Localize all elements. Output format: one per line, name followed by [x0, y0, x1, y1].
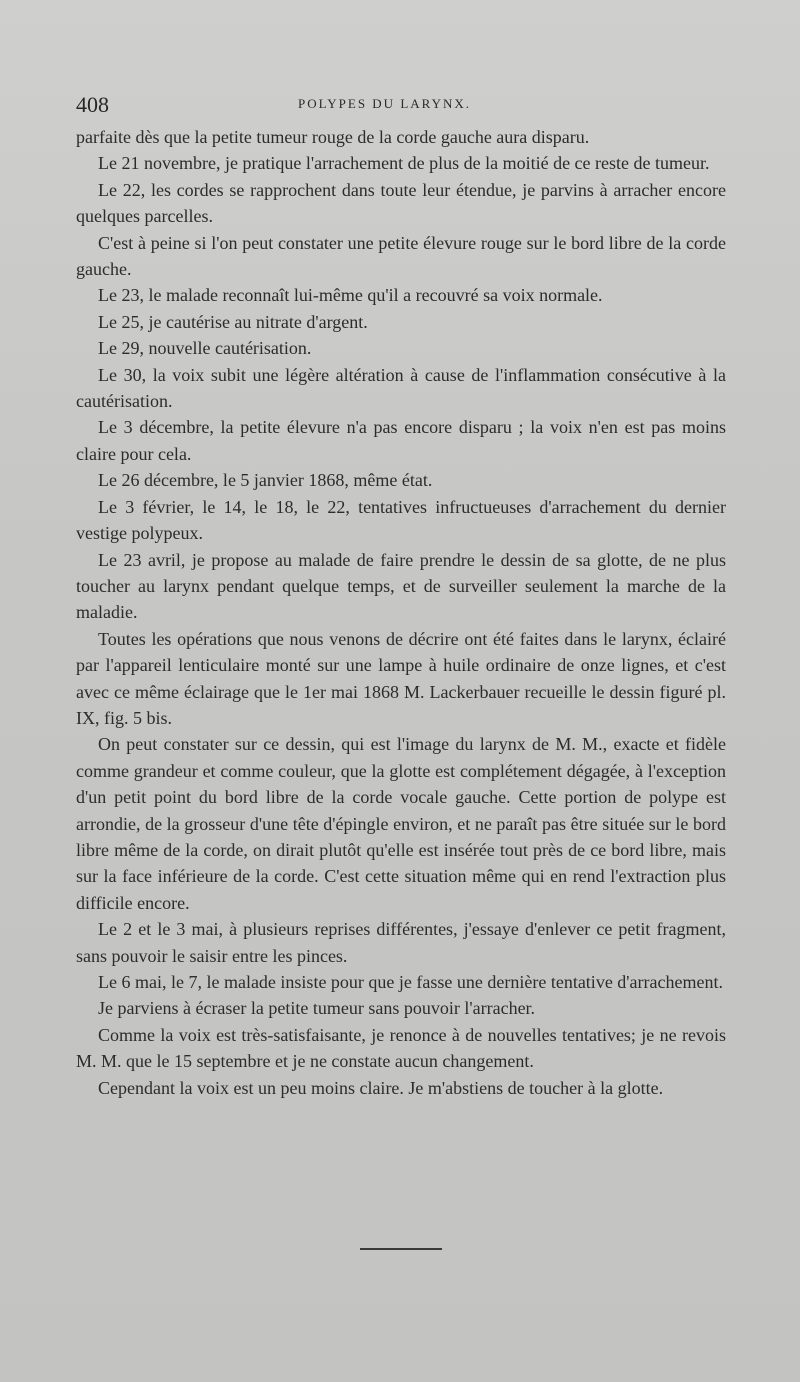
paragraph: Le 29, nouvelle cautérisation.: [98, 338, 312, 359]
running-head: POLYPES DU LARYNX.: [298, 96, 472, 111]
paragraph: Le 23, le malade reconnaît lui-même qu'il a recouvré sa voix normale.: [98, 285, 603, 306]
paragraph: On peut constater sur ce dessin, qui est l'image du larynx de M. M., exacte et fidèle comme grandeur et comme couleur, que la glotte est complétement dégagée, à l'exception d'un petit point du bord libre de la corde vocale gauche. Cette portion de polype est arrondie, de la grosseur d'une tête d'épingle environ, et ne paraît pas être située sur le bord libre même de la corde, on dirait plutôt qu'elle est insérée tout près de ce bord libre, mais sur la face inférieure de la corde. C'est cette situation même qui en rend l'extraction plus difficile encore.: [76, 734, 726, 913]
paragraph: Le 25, je cautérise au nitrate d'argent.: [98, 311, 368, 332]
paragraph: Le 3 décembre, la petite élevure n'a pas encore disparu ; la voix n'en est pas moins claire pour cela.: [76, 417, 726, 464]
paragraph: Le 6 mai, le 7, le malade insiste pour que je fasse une dernière tentative d'arrachement.: [98, 972, 723, 992]
page-number: 408: [76, 92, 109, 117]
paragraph: Comme la voix est très-satisfaisante, je renonce à de nouvelles tentatives; je ne revois M. M. que le 15 septembre et je ne constate aucun changement.: [76, 1024, 726, 1072]
paragraph: Toutes les opérations que nous venons de décrire ont été faites dans le larynx, éclairé par l'appareil lenticulaire monté sur une lampe à huile ordinaire de onze lignes, et c'est avec ce même éclairage que le 1er mai 1868 M. Lackerbauer recueille le dessin figuré pl. IX, fig. 5 bis.: [76, 628, 726, 728]
paragraph: Je parviens à écraser la petite tumeur sans pouvoir l'arracher.: [98, 998, 536, 1019]
paragraph: Le 2 et le 3 mai, à plusieurs reprises différentes, j'essaye d'enlever ce petit fragment, sans pouvoir le saisir entre les pinces.: [76, 919, 726, 966]
end-rule: [360, 1248, 442, 1250]
paragraph: Le 22, les cordes se rapprochent dans toute leur étendue, je parvins à arracher encore quelques parcelles.: [76, 179, 726, 227]
body-text: [76, 124, 726, 1101]
paragraph: Le 21 novembre, je pratique l'arrachement de plus de la moitié de ce reste de tumeur.: [98, 153, 710, 174]
paragraph: C'est à peine si l'on peut constater une petite élevure rouge sur le bord libre de la corde gauche.: [76, 232, 726, 280]
paragraph: Le 30, la voix subit une légère altération à cause de l'inflammation consécutive à la cautérisation.: [76, 364, 726, 412]
paragraph: Le 3 février, le 14, le 18, le 22, tentatives infructueuses d'arrachement du dernier vestige polypeux.: [76, 496, 726, 544]
paragraph: Cependant la voix est un peu moins claire. Je m'abstiens de toucher à la glotte.: [98, 1077, 664, 1098]
paragraph: Le 26 décembre, le 5 janvier 1868, même état.: [98, 470, 433, 491]
paragraph: Le 23 avril, je propose au malade de faire prendre le dessin de sa glotte, de ne plus toucher au larynx pendant quelque temps, et de surveiller seulement la marche de la maladie.: [76, 549, 726, 623]
page-header: [76, 92, 726, 124]
paragraph: parfaite dès que la petite tumeur rouge de la corde gauche aura disparu.: [76, 127, 590, 147]
